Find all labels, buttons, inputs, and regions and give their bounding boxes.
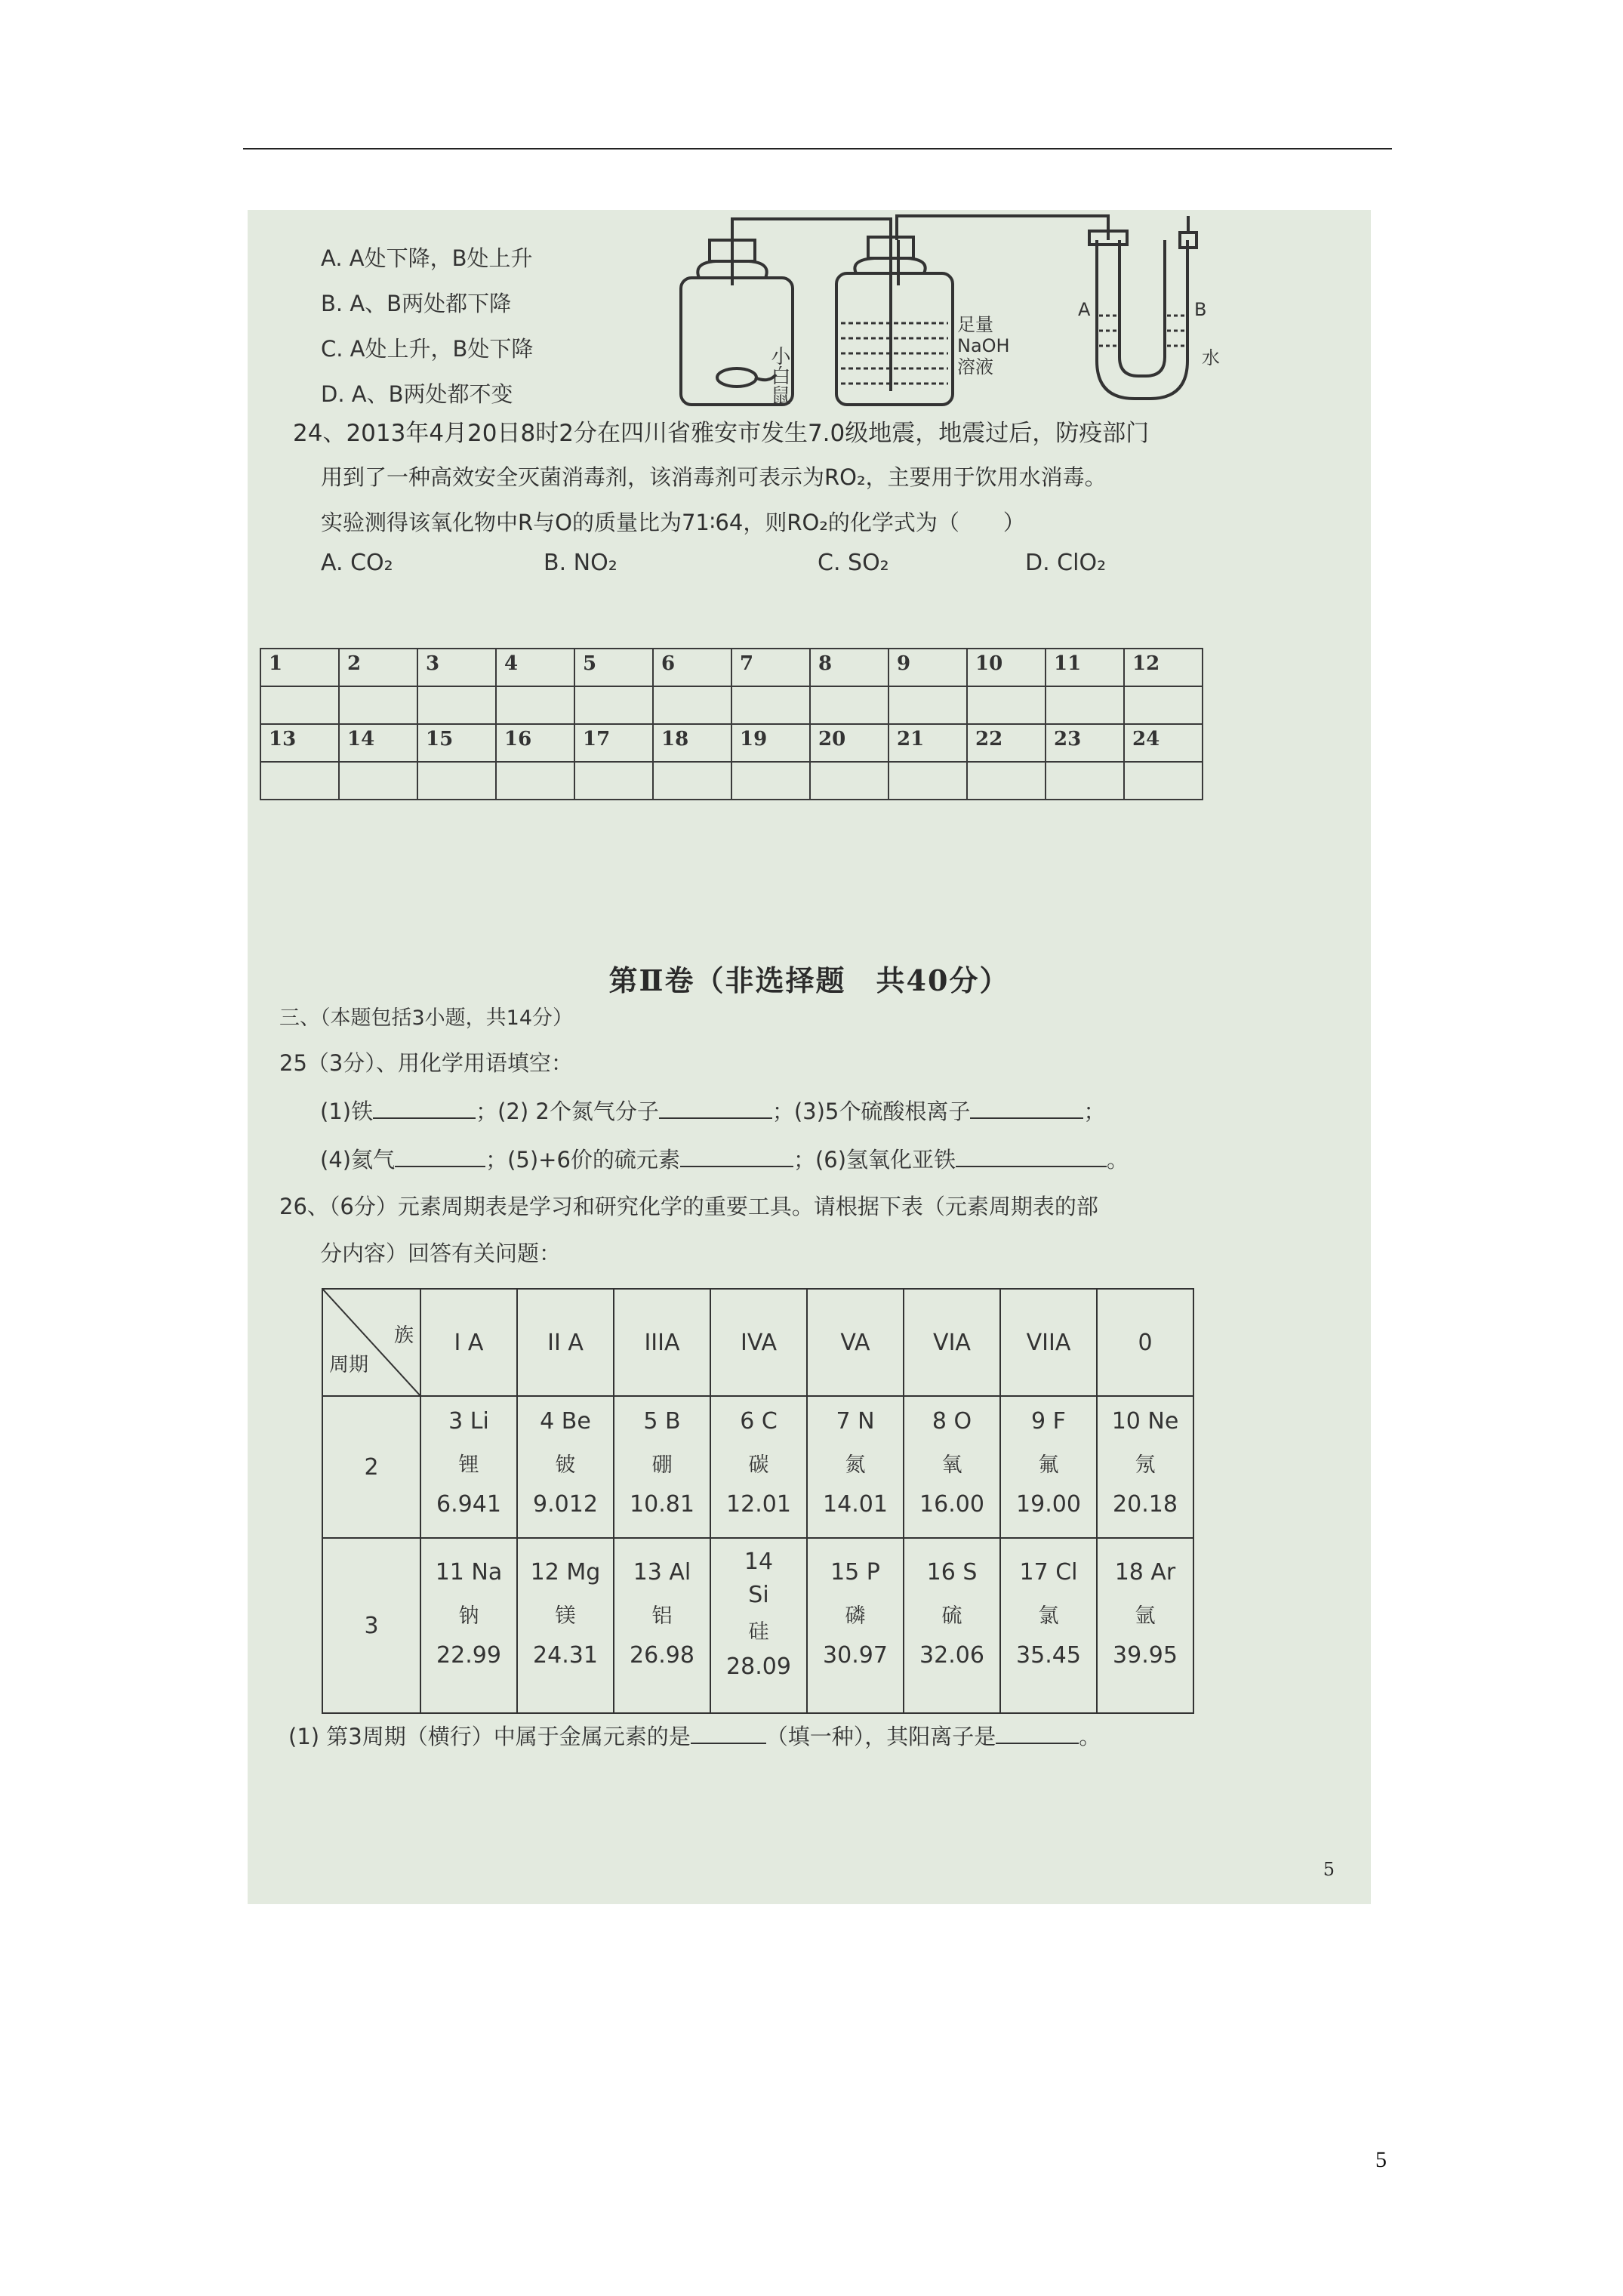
answer-box[interactable]: [260, 686, 339, 724]
grid-cell: 11: [1046, 649, 1124, 686]
element-symbol: 6 C: [740, 1408, 778, 1435]
naoh-label-line1: 足量: [957, 314, 993, 335]
element-mass: 22.99: [436, 1642, 501, 1669]
grid-cell: 6: [653, 649, 731, 686]
q25-item2: ；(2) 2个氮气分子: [476, 1099, 659, 1124]
grid-cell: 12: [1124, 649, 1203, 686]
answer-box[interactable]: [496, 762, 574, 800]
period-label: 3: [322, 1538, 420, 1713]
element-cell: [807, 1396, 904, 1538]
q25-line1: (1)铁 ；(2) 2个氮气分子 ；(3)5个硫酸根离子 ；: [320, 1099, 1106, 1124]
blank[interactable]: [659, 1098, 772, 1119]
label-a: A: [1078, 299, 1091, 320]
answer-box[interactable]: [653, 762, 731, 800]
grid-cell: 18: [653, 724, 731, 762]
element-symbol: 10 Ne: [1111, 1408, 1179, 1435]
element-cell: [1000, 1538, 1097, 1713]
q24-line3: 实验测得该氧化物中R与O的质量比为71∶64，则RO₂的化学式为（ ）: [321, 510, 1025, 535]
q26-line2: 分内容）回答有关问题：: [320, 1240, 562, 1266]
answer-grid-blank-row: [260, 686, 1203, 724]
element-name: 镁: [555, 1604, 576, 1628]
element-mass: 9.012: [533, 1491, 598, 1518]
periodic-table: [322, 1288, 1194, 1714]
corner-cell: [322, 1289, 420, 1396]
blank[interactable]: [680, 1146, 793, 1167]
element-mass: 26.98: [630, 1642, 694, 1669]
element-cell: [807, 1538, 904, 1713]
element-symbol: 16 S: [926, 1559, 978, 1586]
element-symbol: 18 Ar: [1114, 1559, 1176, 1586]
answer-box[interactable]: [1046, 686, 1124, 724]
element-mass: 24.31: [533, 1642, 598, 1669]
grid-cell: 16: [496, 724, 574, 762]
q25-item6: ；(6)氢氧化亚铁: [793, 1147, 956, 1173]
element-cell: [904, 1396, 1000, 1538]
element-name: 氩: [1135, 1604, 1156, 1628]
q23-option-d: D. A、B两处都不变: [321, 381, 513, 407]
answer-box[interactable]: [967, 762, 1046, 800]
q24-option-c: C. SO₂: [818, 550, 889, 576]
q25-item3: ；(3)5个硫酸根离子: [771, 1099, 971, 1124]
element-mass: 30.97: [823, 1642, 888, 1669]
grid-cell: 3: [417, 649, 496, 686]
section3-heading: 三、（本题包括3小题，共14分）: [279, 1006, 574, 1030]
answer-box[interactable]: [1124, 762, 1203, 800]
grid-cell: 5: [574, 649, 653, 686]
element-name: 氧: [941, 1453, 962, 1477]
q25-item1: (1)铁: [320, 1099, 374, 1124]
answer-box[interactable]: [1046, 762, 1124, 800]
answer-grid-header-row: [260, 649, 1203, 686]
answer-box[interactable]: [810, 686, 888, 724]
grid-cell: 13: [260, 724, 339, 762]
group-header: I A: [420, 1289, 517, 1396]
q26-sub1-a: (1) 第3周期（横行）中属于金属元素的是: [288, 1724, 691, 1749]
element-name: 硫: [941, 1604, 962, 1628]
answer-box[interactable]: [417, 762, 496, 800]
element-name: 氮: [845, 1453, 866, 1477]
element-cell: [710, 1538, 807, 1713]
period-row: [322, 1396, 1193, 1538]
grid-cell: 22: [967, 724, 1046, 762]
answer-box[interactable]: [731, 686, 810, 724]
group-header: VIA: [904, 1289, 1000, 1396]
blank[interactable]: [956, 1146, 1107, 1167]
element-mass: 16.00: [919, 1491, 984, 1518]
element-name: 锂: [458, 1453, 479, 1477]
blank[interactable]: [373, 1098, 476, 1119]
q26-sub1-b: （填一种），其阳离子是: [765, 1724, 996, 1749]
label-b: B: [1194, 299, 1207, 320]
element-name: 氯: [1038, 1604, 1059, 1628]
page-number: 5: [1375, 2147, 1387, 2172]
element-name: 碳: [748, 1453, 769, 1477]
q23-option-c: C. A处上升，B处下降: [321, 336, 534, 362]
grid-cell: 14: [339, 724, 417, 762]
grid-cell: 2: [339, 649, 417, 686]
label-water: 水: [1202, 347, 1220, 368]
scanned-page: [248, 210, 1371, 1904]
grid-cell: 1: [260, 649, 339, 686]
naoh-label-line2: NaOH: [957, 335, 1010, 356]
grid-cell: 10: [967, 649, 1046, 686]
period-row: [322, 1538, 1193, 1713]
element-mass: 28.09: [726, 1653, 791, 1680]
q24-line2: 用到了一种高效安全灭菌消毒剂，该消毒剂可表示为RO₂，主要用于饮用水消毒。: [321, 464, 1107, 490]
element-mass: 12.01: [726, 1491, 791, 1518]
answer-box[interactable]: [574, 686, 653, 724]
q23-option-b: B. A、B两处都下降: [321, 291, 512, 316]
answer-box[interactable]: [888, 686, 967, 724]
grid-cell: 7: [731, 649, 810, 686]
q24-line1: 24、2013年4月20日8时2分在四川省雅安市发生7.0级地震，地震过后，防疫部门: [293, 420, 1150, 447]
element-cell: [517, 1538, 614, 1713]
element-mass: 35.45: [1016, 1642, 1081, 1669]
answer-box[interactable]: [260, 762, 339, 800]
q24-option-d: D. ClO₂: [1025, 550, 1107, 576]
answer-box[interactable]: [967, 686, 1046, 724]
q26-sub1-c: 。: [1079, 1724, 1101, 1749]
grid-cell: 24: [1124, 724, 1203, 762]
answer-box[interactable]: [496, 686, 574, 724]
q25-item5: ；(5)+6价的硫元素: [485, 1147, 680, 1173]
element-mass: 10.81: [630, 1491, 694, 1518]
element-cell: [710, 1396, 807, 1538]
element-symbol: 4 Be: [540, 1408, 591, 1435]
element-name: 磷: [845, 1604, 866, 1628]
blank[interactable]: [395, 1146, 485, 1167]
element-cell: [517, 1396, 614, 1538]
answer-grid-header-row: [260, 724, 1203, 762]
element-mass: 20.18: [1113, 1491, 1178, 1518]
q24-option-b: B. NO₂: [544, 550, 617, 576]
corner-period-label: 周期: [329, 1354, 369, 1376]
element-symbol: 7 N: [836, 1408, 875, 1435]
grid-cell: 8: [810, 649, 888, 686]
periodic-header-row: [322, 1289, 1193, 1396]
grid-cell: 4: [496, 649, 574, 686]
element-cell: [614, 1396, 710, 1538]
answer-box[interactable]: [731, 762, 810, 800]
grid-cell: 19: [731, 724, 810, 762]
header-rule: [243, 148, 1392, 149]
group-header: VA: [807, 1289, 904, 1396]
element-mass: 6.941: [436, 1491, 501, 1518]
grid-cell: 17: [574, 724, 653, 762]
element-cell: [614, 1538, 710, 1713]
blank[interactable]: [996, 1723, 1079, 1744]
answer-box[interactable]: [339, 762, 417, 800]
mouse-label: 小白鼠: [768, 346, 790, 405]
element-symbol: 14 Si: [744, 1549, 774, 1608]
element-symbol: 3 Li: [448, 1408, 489, 1435]
group-header: VIIA: [1000, 1289, 1097, 1396]
q25-stem: 25（3分）、用化学用语填空：: [279, 1050, 573, 1076]
part2-title: 第Ⅱ卷（非选择题 共40分）: [608, 963, 1010, 997]
q25-item4: (4)氦气: [320, 1147, 396, 1173]
grid-cell: 21: [888, 724, 967, 762]
element-symbol: 9 F: [1031, 1408, 1066, 1435]
answer-box[interactable]: [888, 762, 967, 800]
element-cell: [1000, 1396, 1097, 1538]
element-cell: [1097, 1396, 1193, 1538]
answer-box[interactable]: [810, 762, 888, 800]
element-symbol: 11 Na: [435, 1559, 503, 1586]
answer-box[interactable]: [339, 686, 417, 724]
q26-line1: 26、（6分）元素周期表是学习和研究化学的重要工具。请根据下表（元素周期表的部: [279, 1194, 1098, 1219]
answer-box[interactable]: [653, 686, 731, 724]
q26-sub1: [288, 1720, 1101, 1751]
answer-box[interactable]: [1124, 686, 1203, 724]
grid-cell: 9: [888, 649, 967, 686]
element-cell: [904, 1538, 1000, 1713]
element-cell: [1097, 1538, 1193, 1713]
answer-box[interactable]: [417, 686, 496, 724]
blank[interactable]: [970, 1098, 1083, 1119]
element-cell: [420, 1396, 517, 1538]
grid-cell: 20: [810, 724, 888, 762]
element-name: 铍: [555, 1453, 576, 1477]
group-header: IVA: [710, 1289, 807, 1396]
grid-cell: 15: [417, 724, 496, 762]
element-mass: 32.06: [919, 1642, 984, 1669]
element-symbol: 8 O: [932, 1408, 972, 1435]
q23-option-a: A. A处下降，B处上升: [321, 245, 533, 271]
apparatus-diagram: [670, 210, 1244, 414]
naoh-label-line3: 溶液: [957, 356, 993, 378]
grid-cell: 23: [1046, 724, 1124, 762]
q24-option-a: A. CO₂: [321, 550, 393, 576]
element-name: 硅: [748, 1620, 769, 1644]
element-symbol: 13 Al: [633, 1559, 691, 1586]
element-name: 硼: [651, 1453, 673, 1477]
blank[interactable]: [691, 1723, 766, 1744]
element-symbol: 12 Mg: [530, 1559, 601, 1586]
answer-box[interactable]: [574, 762, 653, 800]
element-symbol: 17 Cl: [1019, 1559, 1078, 1586]
element-cell: [420, 1538, 517, 1713]
element-mass: 14.01: [823, 1491, 888, 1518]
period-label: 2: [322, 1396, 420, 1538]
element-name: 氖: [1135, 1453, 1156, 1477]
inner-page-number: 5: [1323, 1859, 1335, 1880]
group-header: 0: [1097, 1289, 1193, 1396]
element-symbol: 15 P: [830, 1559, 880, 1586]
group-header: IIIA: [614, 1289, 710, 1396]
element-symbol: 5 B: [643, 1408, 681, 1435]
element-mass: 19.00: [1016, 1491, 1081, 1518]
element-name: 铝: [651, 1604, 673, 1628]
element-name: 氟: [1038, 1453, 1059, 1477]
element-mass: 39.95: [1113, 1642, 1178, 1669]
answer-grid-blank-row: [260, 762, 1203, 800]
q25-line2: (4)氦气 ；(5)+6价的硫元素 ；(6)氢氧化亚铁 。: [320, 1147, 1129, 1173]
corner-group-label: 族: [393, 1324, 414, 1347]
group-header: II A: [517, 1289, 614, 1396]
element-name: 钠: [458, 1604, 479, 1628]
answer-grid: [260, 648, 1203, 800]
